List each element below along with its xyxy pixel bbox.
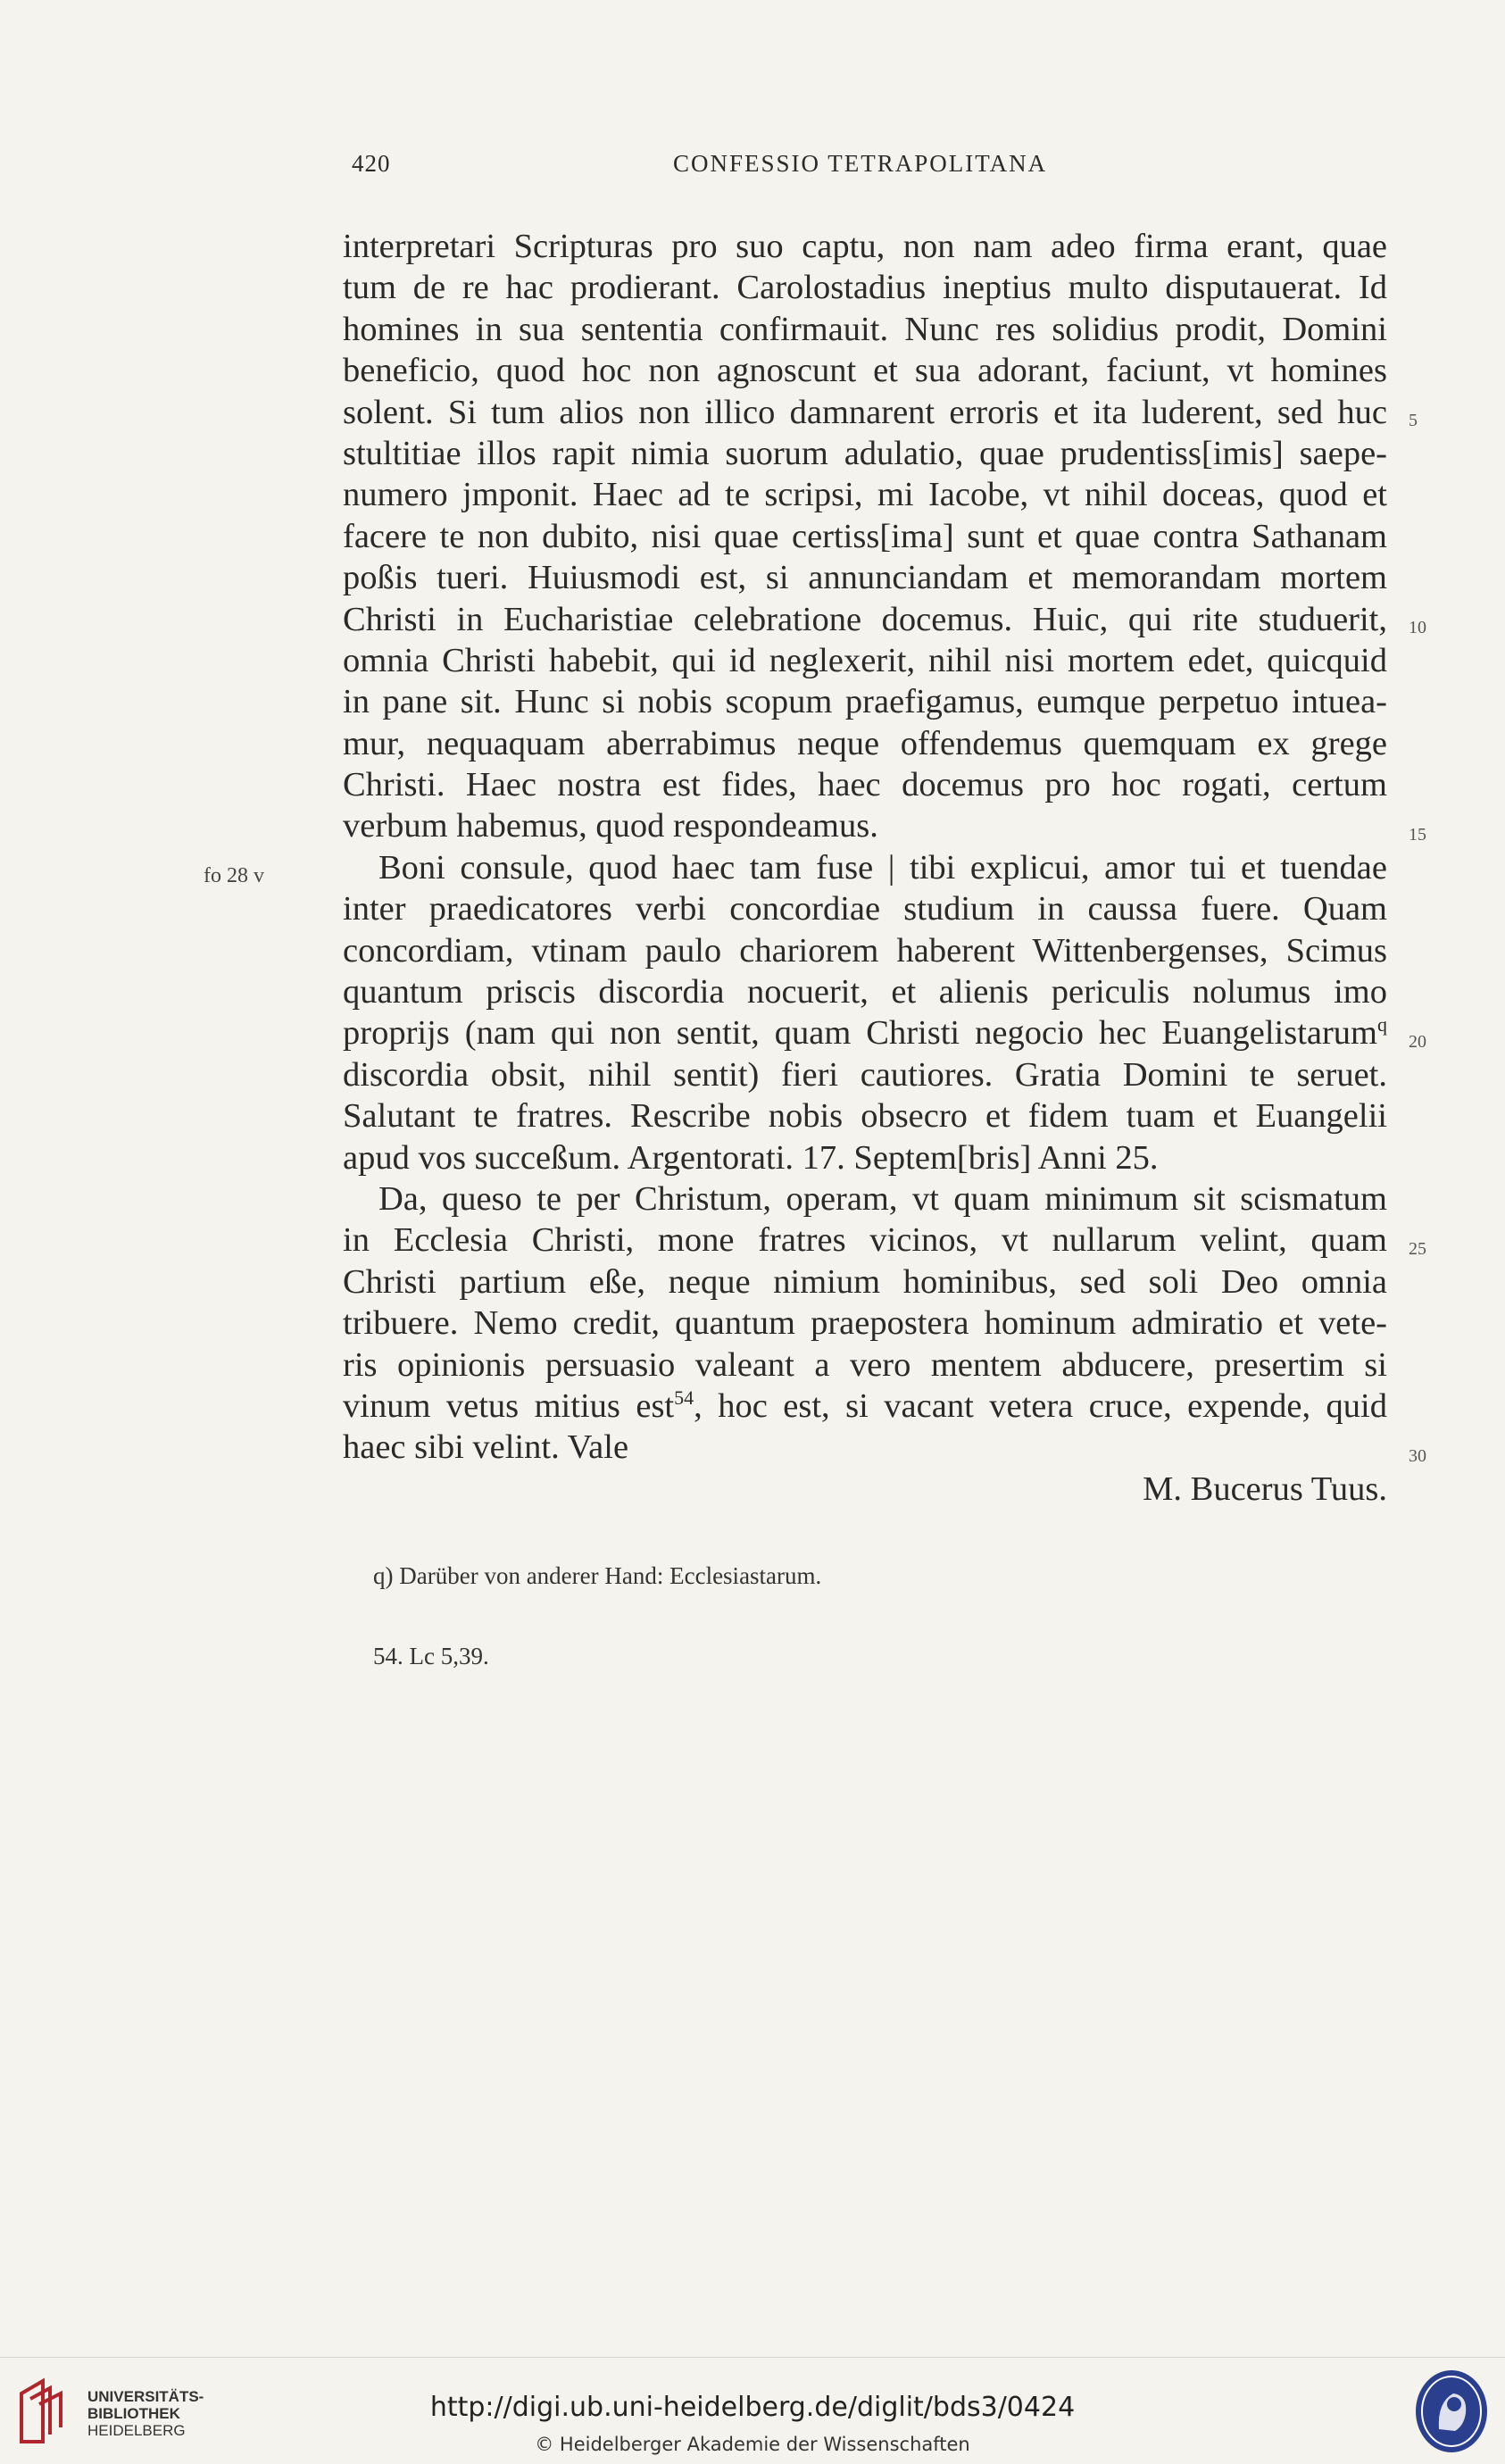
text-line: discordia obsit, nihil sentit) fieri cautiores. Gratia Domini te seruet. (343, 1055, 1387, 1094)
text-line: Christi. Haec nostra est fides, haec docemus pro hoc rogati, certum (343, 766, 1387, 804)
text-line: in Ecclesia Christi, mone fratres vicinos, vt nullarum velint, quam (343, 1221, 1387, 1260)
text-line-with-footnote (343, 1386, 1387, 1427)
text-line: Christi partium eße, neque nimium hominibus, sed soli Deo omnia (343, 1262, 1387, 1301)
text-line: quantum priscis discordia nocuerit, et alienis periculis nolumus imo (343, 973, 1387, 1011)
text-line-with-footnote (343, 1012, 1387, 1053)
text-line: facere te non dubito, nisi quae certiss[ima] sunt et quae contra Sathanam (343, 517, 1387, 555)
main-text (343, 226, 1387, 1510)
text-line: stultitiae illos rapit nimia suorum adulatio, quae prudentiss[imis] saepe- (343, 434, 1387, 472)
footnotes (373, 1562, 821, 1723)
text-line: interpretari Scripturas pro suo captu, non nam adeo firma erant, quae (343, 228, 1387, 265)
text-line: tum de re hac prodierant. Carolostadius ineptius multo disputauerat. Id (343, 269, 1387, 307)
text-line: Christi in Eucharistiae celebratione docemus. Huic, qui rite studuerit, (343, 600, 1387, 638)
library-name-line: UNIVERSITÄTS- (87, 2388, 204, 2405)
line-number: 30 (1409, 1446, 1426, 1466)
text-line: ris opinionis persuasio valeant a vero mentem abducere, presertim si (343, 1345, 1387, 1384)
page-number: 420 (352, 150, 391, 177)
line-number: 20 (1409, 1032, 1426, 1052)
signature-line: M. Bucerus Tuus. (1143, 1469, 1387, 1508)
text-line: haec sibi velint. Vale (343, 1428, 629, 1467)
text-line: poßis tueri. Huiusmodi est, si annunciandam et memorandam mortem (343, 559, 1387, 597)
copyright-notice: © Heidelberger Akademie der Wissenschaften (535, 2434, 970, 2455)
text-line: beneficio, quod hoc non agnoscunt et sua adorant, faciunt, vt homines (343, 352, 1387, 390)
text-line: in pane sit. Hunc si nobis scopum praefigamus, eumque perpetuo intuea- (343, 683, 1387, 721)
text-line: omnia Christi habebit, qui id neglexerit, nihil nisi mortem edet, quicquid (343, 641, 1387, 679)
text-line: verbum habemus, quod respondeamus. (343, 807, 878, 845)
academy-seal-icon (1412, 2367, 1491, 2458)
text-segment: vinum vetus mitius est (343, 1386, 675, 1425)
footnote-marker-54: 54 (674, 1386, 694, 1409)
text-line: Salutant te fratres. Rescribe nobis obsecro et fidem tuam et Euangelii (343, 1097, 1387, 1136)
text-line: numero jmponit. Haec ad te scripsi, mi Iacobe, vt nihil doceas, quod et (343, 476, 1387, 514)
line-number: 25 (1409, 1239, 1426, 1259)
text-segment: , hoc est, si vacant vetera cruce, expende, quid (694, 1386, 1387, 1425)
library-name-line: HEIDELBERG (87, 2422, 186, 2439)
text-line: Da, queso te per Christum, operam, vt quam minimum sit scismatum (378, 1179, 1387, 1218)
critical-apparatus-note: q) Darüber von anderer Hand: Ecclesiastarum. (373, 1562, 822, 1589)
permalink-url[interactable]: http://digi.ub.uni-heidelberg.de/diglit/bds3/0424 (429, 2392, 1076, 2423)
footnote-marker-q: q (1377, 1013, 1387, 1036)
viewer-footer (0, 2357, 1505, 2464)
text-line: apud vos succeßum. Argentorati. 17. Septem[bris] Anni 25. (343, 1138, 1159, 1177)
page-header (343, 150, 1052, 186)
line-number: 15 (1409, 825, 1426, 845)
library-name-line: BIBLIOTHEK (87, 2405, 180, 2422)
line-number: 5 (1409, 411, 1418, 430)
text-line: homines in sua sententia confirmauit. Nunc res solidius prodit, Domini (343, 310, 1387, 348)
text-line: mur, nequaquam aberrabimus neque offendemus quemquam ex grege (343, 724, 1387, 762)
text-line: inter praedicatores verbi concordiae studium in caussa fuere. Quam (343, 890, 1387, 928)
reference-note: 54. Lc 5,39. (373, 1643, 489, 1669)
running-title: CONFESSIO TETRAPOLITANA (673, 150, 1048, 177)
text-segment: proprijs (nam qui non sentit, quam Christi negocio hec Euangelistarum (343, 1014, 1377, 1053)
folio-margin-note: fo 28 v (204, 864, 264, 887)
text-line: concordiam, vtinam paulo chariorem haberent Wittenbergenses, Scimus (343, 931, 1387, 970)
text-line: Boni consule, quod haec tam fuse | tibi explicui, amor tui et tuendae (378, 848, 1387, 887)
text-line: solent. Si tum alios non illico damnarent erroris et ita luderent, sed huc (343, 393, 1387, 431)
text-line: tribuere. Nemo credit, quantum praepostera hominum admiratio et vete- (343, 1304, 1387, 1343)
line-number: 10 (1409, 618, 1426, 637)
